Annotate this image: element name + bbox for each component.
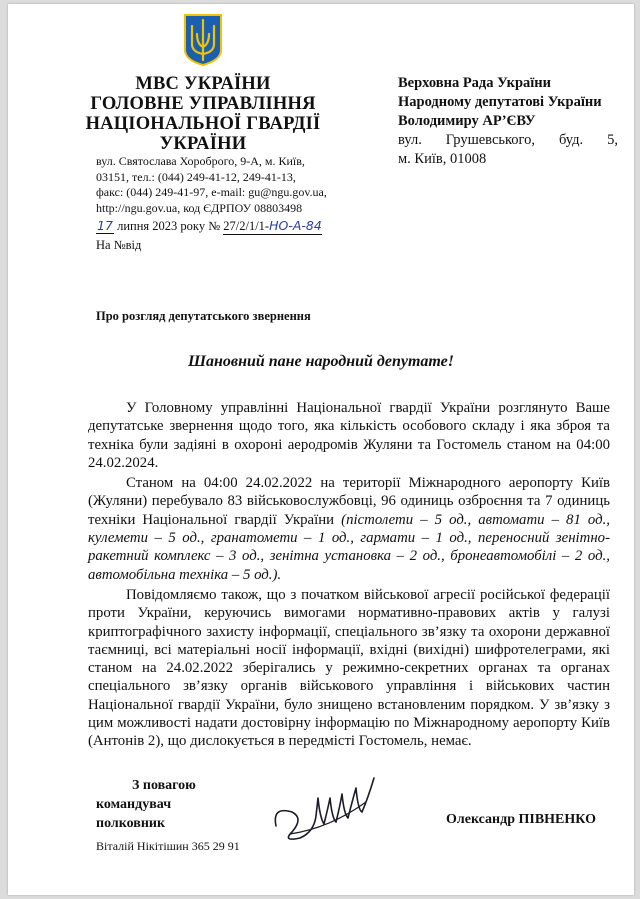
address-line: вул. Святослава Хороброго, 9-А, м. Київ, xyxy=(96,154,305,168)
recipient-block xyxy=(398,74,618,169)
body-paragraph: У Головному управлінні Національної гвардії України розглянуто Ваше депутатське звернення щодо того, яка кількість особового складу і яка зброя та техніка були задіяні в охороні аеродромів Жуляни та Гостомель станом на 04:00 24.02.2024. xyxy=(88,400,610,471)
recipient-line: Володимиру АР’ЄВУ xyxy=(398,113,536,129)
recipient-address-line: м. Київ, 01008 xyxy=(398,151,487,167)
org-line: УКРАЇНИ xyxy=(159,134,247,154)
org-line: МВС УКРАЇНИ xyxy=(135,74,271,94)
body-paragraph xyxy=(88,474,610,584)
closing-line: З повагою xyxy=(132,778,196,793)
trident-emblem-icon xyxy=(184,14,222,66)
outgoing-number xyxy=(96,218,376,235)
recipient-line: Верховна Рада України xyxy=(398,75,551,91)
recipient-address-line: вул. Грушевського, буд. 5, xyxy=(398,132,618,148)
org-line: НАЦІОНАЛЬНОЇ ГВАРДІЇ xyxy=(85,114,321,134)
body-paragraph-italic: (пістолети – 5 од., автомати – 81 од., кулемети – 5 од., гранатомети – 1 од., гармати – 1 од., переносний зенітно-ракетний комплекс – 3 од., зенітна установка – 2 од., бронеавтомобілі – 2 од., автомобільна техніка – 5 од.). xyxy=(88,511,610,583)
outgoing-number-printed: 27/2/1/1- xyxy=(223,219,270,233)
address-line: 03151, тел.: (044) 249-41-12, 249-41-13, xyxy=(96,169,296,184)
incoming-label: На № xyxy=(96,238,126,252)
organization-address xyxy=(96,154,346,216)
organization-title xyxy=(68,74,338,154)
rank-line: полковник xyxy=(96,816,166,831)
outgoing-number-handwritten: НО-А-84 xyxy=(269,218,322,233)
outgoing-month-year: липня 2023 року xyxy=(117,219,206,233)
outgoing-day: 17 xyxy=(97,218,113,233)
body-paragraph-text: Станом на 04:00 24.02.2022 на території Міжнародного аеропорту Київ (Жуляни) перебувало 83 військовослужбовці, 96 одиниць озброєння та 7 одиниць техніки Національної гвардії України xyxy=(88,475,610,528)
letter-page xyxy=(8,4,634,895)
signatory-name: Олександр ПІВНЕНКО xyxy=(446,812,596,827)
address-line: факс: (044) 249-41-97, e-mail: gu@ngu.gov.ua, xyxy=(96,185,327,199)
executor-contact: Віталій Нікітішин 365 29 91 xyxy=(96,839,240,853)
greeting: Шановний пане народний депутате! xyxy=(188,353,454,370)
incoming-from-label: від xyxy=(125,238,142,252)
position-line: командувач xyxy=(96,797,172,812)
letter-body xyxy=(88,399,610,751)
letter-subject: Про розгляд депутатського звернення xyxy=(96,309,311,323)
recipient-line: Народному депутатові України xyxy=(398,94,602,110)
signature-title-block xyxy=(96,776,236,833)
outgoing-reg-number xyxy=(223,218,322,235)
outgoing-no-label: № xyxy=(208,219,221,233)
org-line: ГОЛОВНЕ УПРАВЛІННЯ xyxy=(90,94,316,114)
body-paragraph: Повідомляємо також, що з початком військової агресії російської федерації проти України, керуючись вимогами нормативно-правових актів у галузі криптографічного захисту інформації, спеціального зв’язку та охорони державної таємниці, всі матеріальні носії інформації, вхідні (вихідні) шифротелеграми, які станом на 24.02.2022 зберігались у режимно-секретних органах та органах спеціального зв’язку органів військового управління і військових частин Національної гвардії України, було знищено встановленим порядком. У зв’язку з цим можливості надати достовірну інформацію по Міжнародному аеропорту Київ (Антонів 2), що дислокується в передмісті Гостомель, немає. xyxy=(88,586,610,750)
incoming-number xyxy=(96,238,376,253)
address-line: http://ngu.gov.ua, код ЄДРПОУ 08803498 xyxy=(96,200,303,215)
handwritten-signature xyxy=(270,768,390,850)
